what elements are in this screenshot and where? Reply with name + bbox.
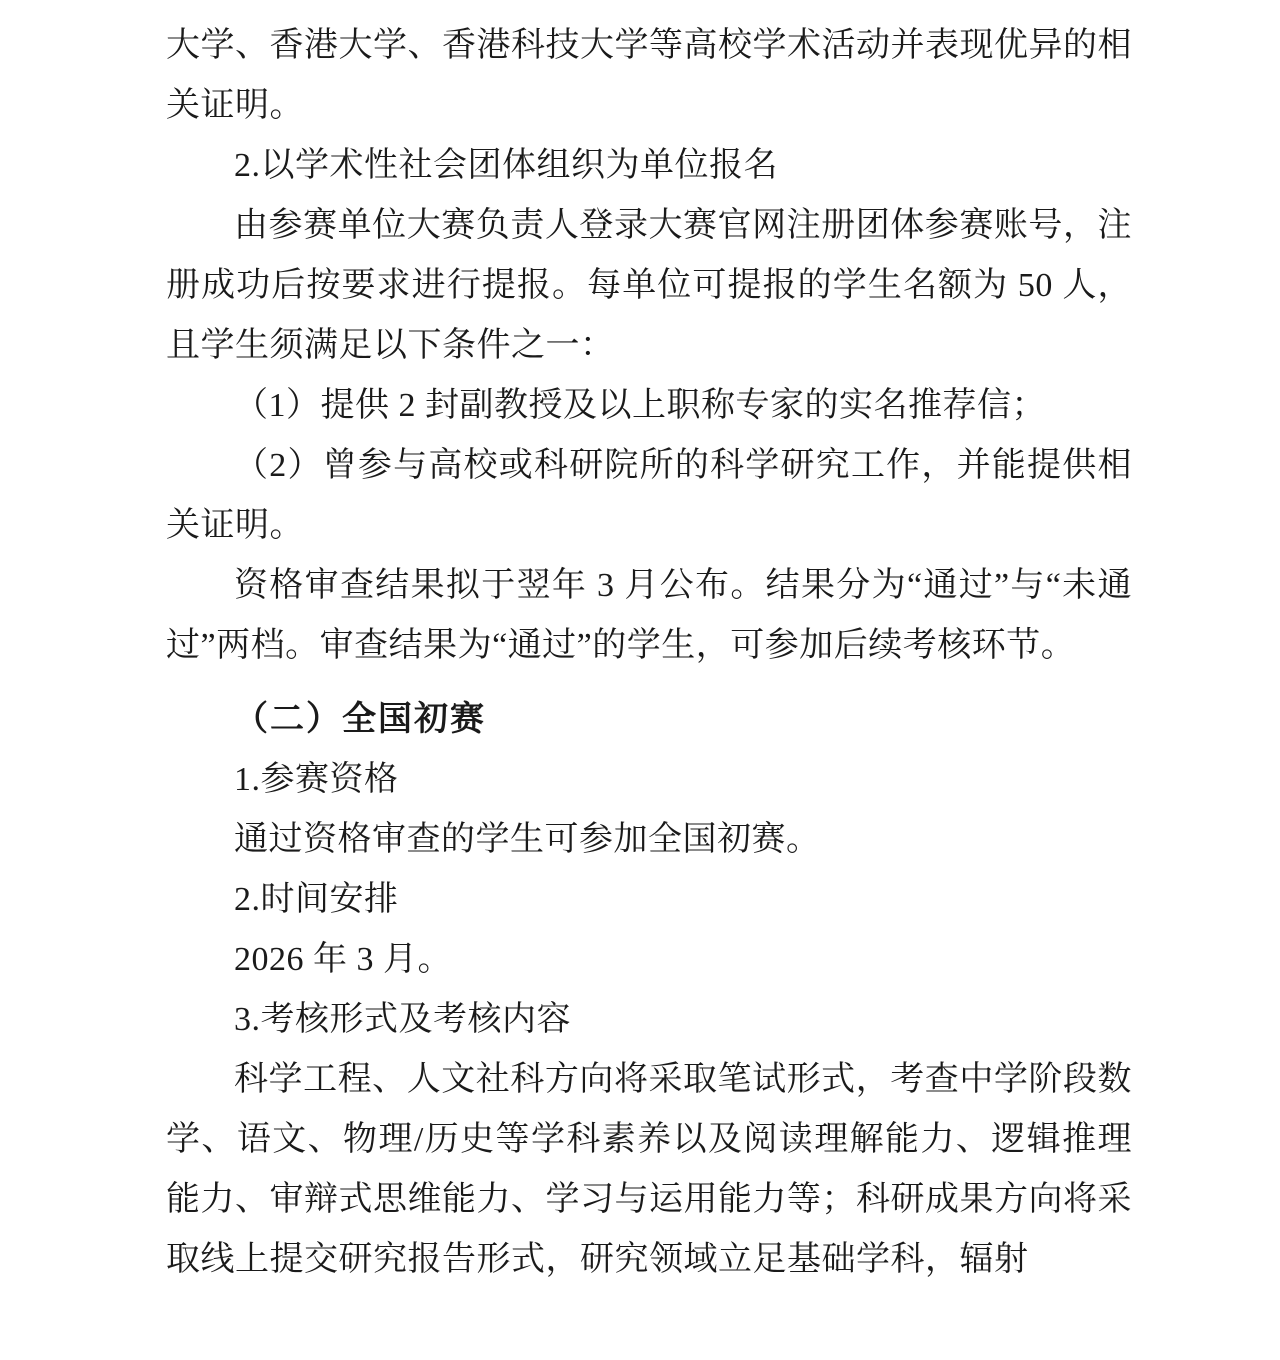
paragraph-condition-1: （1）提供 2 封副教授及以上职称专家的实名推荐信； <box>234 387 1046 424</box>
paragraph-eligibility-detail: 通过资格审查的学生可参加全国初赛。 <box>234 821 821 858</box>
paragraph-item-1-eligibility: 1.参赛资格 <box>234 761 399 798</box>
paragraph-registration-details: 由参赛单位大赛负责人登录大赛官网注册团体参赛账号，注册成功后按要求进行提报。每单位可提报的学生名额为 50 人，且学生须满足以下条件之一： <box>166 207 1132 364</box>
paragraph-item-3-format: 3.考核形式及考核内容 <box>234 1001 571 1038</box>
paragraph-schedule-date: 2026 年 3 月。 <box>234 941 452 978</box>
paragraph-item-2-schedule: 2.时间安排 <box>234 881 399 918</box>
paragraph-format-detail: 科学工程、人文社科方向将采取笔试形式，考查中学阶段数学、语文、物理/历史等学科素养以及阅读理解能力、逻辑推理能力、审辩式思维能力、学习与运用能力等；科研成果方向将采取线上提交研究报告形式，研究领域立足基础学科，辐射 <box>166 1061 1132 1278</box>
section-heading-national-preliminary: （二）全国初赛 <box>234 701 486 738</box>
document-text-block <box>166 16 1132 1290</box>
paragraph-qualification-result: 资格审查结果拟于翌年 3 月公布。结果分为“通过”与“未通过”两档。审查结果为“通过”的学生，可参加后续考核环节。 <box>166 567 1132 664</box>
paragraph-list-item-2: 2.以学术性社会团体组织为单位报名 <box>234 147 778 184</box>
paragraph-condition-2: （2）曾参与高校或科研院所的科学研究工作，并能提供相关证明。 <box>166 447 1132 544</box>
paragraph-continuation: 大学、香港大学、香港科技大学等高校学术活动并表现优异的相关证明。 <box>166 27 1132 124</box>
